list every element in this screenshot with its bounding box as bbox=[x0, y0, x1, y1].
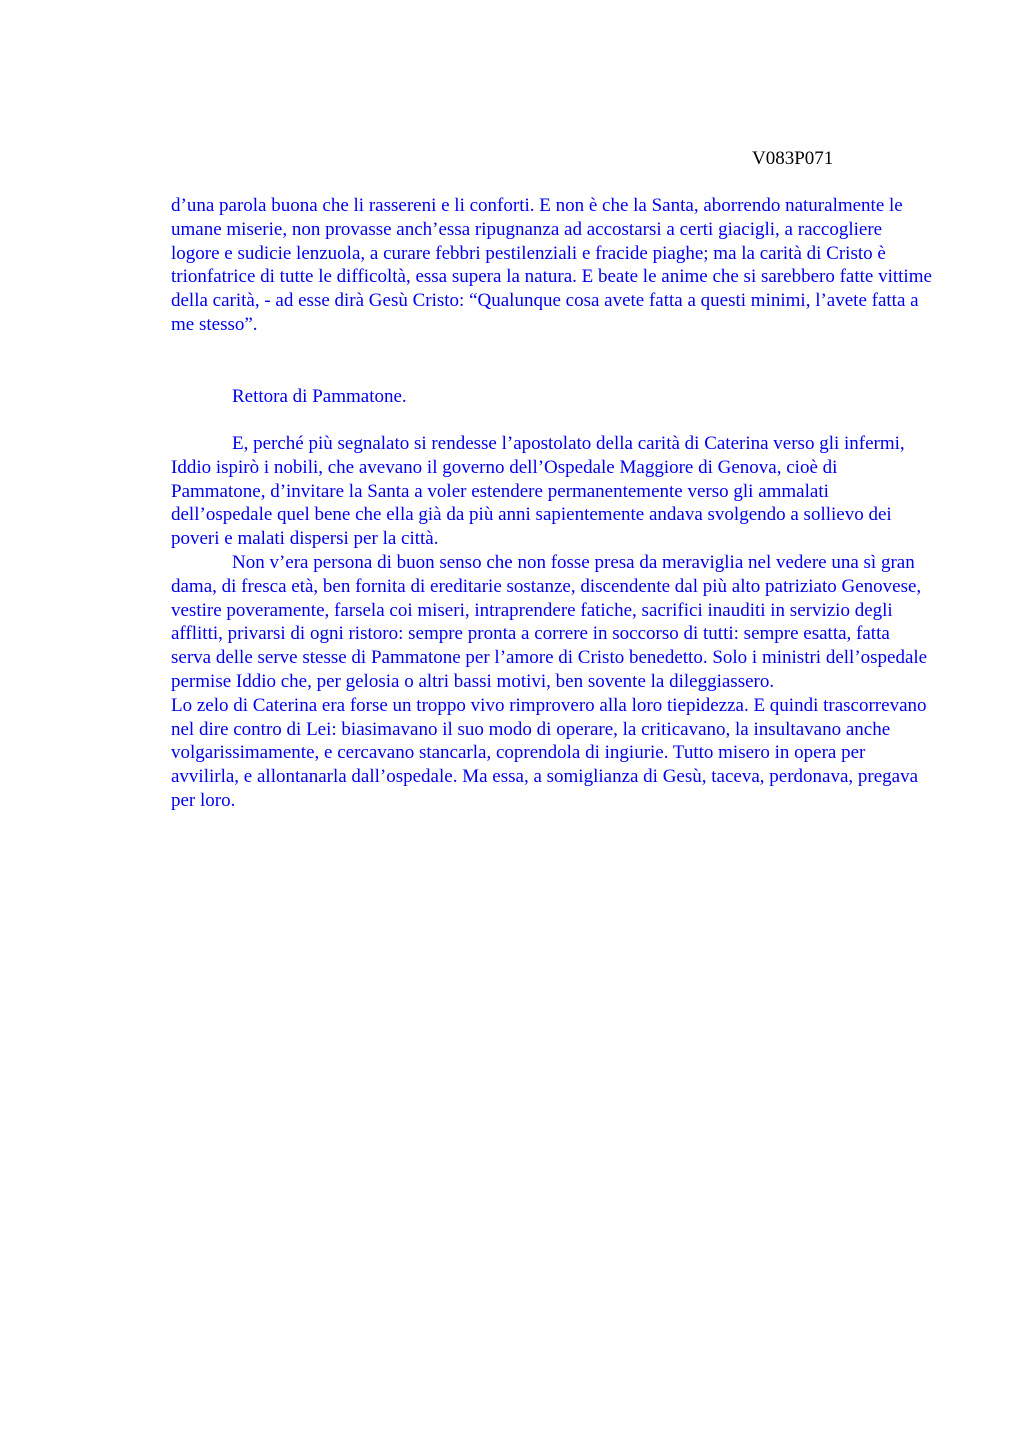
body-block bbox=[171, 432, 933, 813]
body-paragraph-1: E, perché più segnalato si rendesse l’apostolato della carità di Caterina verso gli infermi, Iddio ispirò i nobili, che avevano il governo dell’Ospedale Maggiore di Genova, cioè di Pammatone, d’invitare la Santa a voler estendere permanentemente verso gli ammalati dell’ospedale quel bene che ella già da più anni sapientemente andava svolgendo a sollievo dei poveri e malati dispersi per la città. bbox=[171, 433, 905, 550]
body-paragraph-3: Lo zelo di Caterina era forse un troppo vivo rimprovero alla loro tiepidezza. E quindi trascorrevano nel dire contro di Lei: biasimavano il suo modo di operare, la criticavano, la insultavano anche volgarissimamente, e cercavano stancarla, coprendola di ingiurie. Tutto misero in opera per avvilirla, e allontanarla dall’ospedale. Ma essa, a somiglianza di Gesù, taceva, perdonava, pregava per loro. bbox=[171, 694, 927, 811]
page-code: V083P071 bbox=[752, 148, 834, 169]
section-block bbox=[171, 385, 933, 409]
intro-paragraph: d’una parola buona che li rassereni e li conforti. E non è che la Santa, aborrendo naturalmente le umane miserie, non provasse anch’essa ripugnanza ad accostarsi a certi giacigli, a raccogliere logore e sudicie lenzuola, a curare febbri pestilenziali e fracide piaghe; ma la carità di Cristo è trionfatrice di tutte le difficoltà, essa supera la natura. E beate le anime che si sarebbero fatte vittime della carità, - ad esse dirà Gesù Cristo: “Qualunque cosa avete fatta a questi minimi, l’avete fatta a me stesso”. bbox=[171, 195, 932, 335]
section-heading: Rettora di Pammatone. bbox=[232, 386, 407, 407]
intro-block bbox=[171, 194, 933, 337]
body-paragraph-2: Non v’era persona di buon senso che non fosse presa da meraviglia nel vedere una sì gran dama, di fresca età, ben fornita di ereditarie sostanze, discendente dal più alto patriziato Genovese, vestire poveramente, farsela coi miseri, intraprendere fatiche, sacrifici inauditi in servizio degli afflitti, privarsi di ogni ristoro: sempre pronta a correre in soccorso di tutti: sempre esatta, fatta serva delle serve stesse di Pammatone per l’amore di Cristo benedetto. Solo i ministri dell’ospedale permise Iddio che, per gelosia o altri bassi motivi, ben sovente la dileggiassero. bbox=[171, 551, 928, 692]
